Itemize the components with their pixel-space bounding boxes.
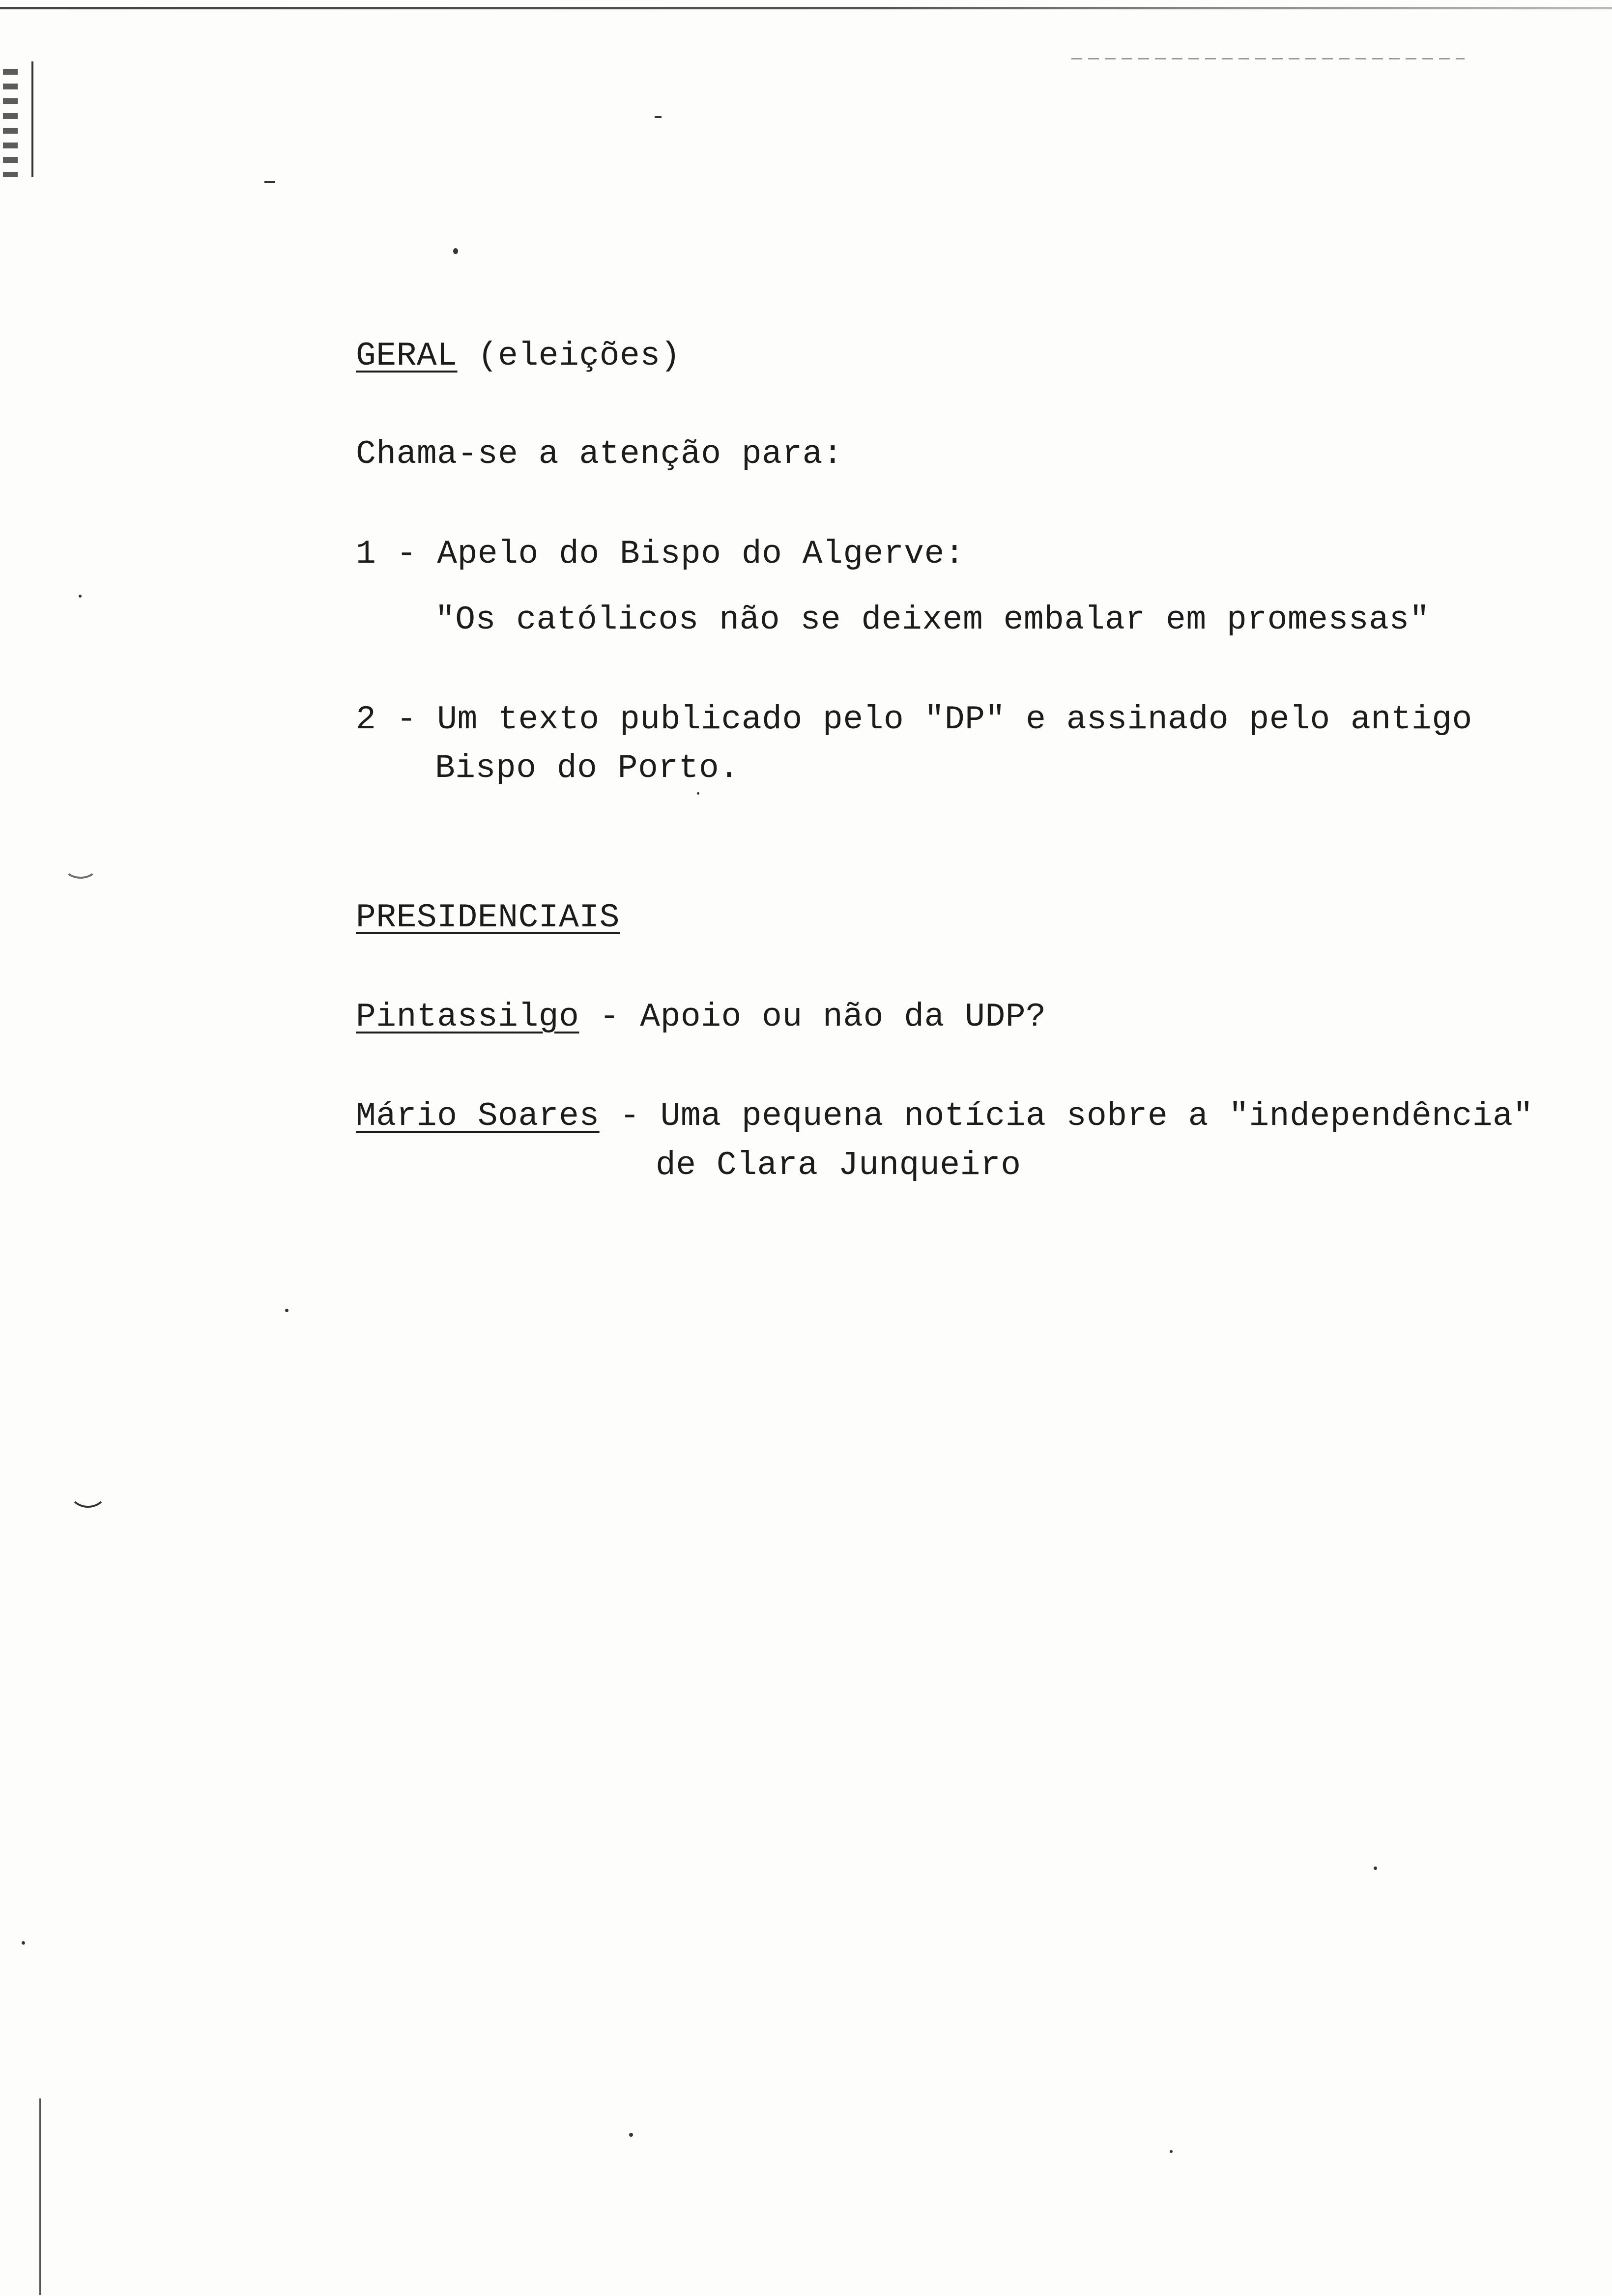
scan-speck bbox=[697, 792, 699, 795]
geral-subtitle: (eleições) bbox=[477, 337, 681, 375]
entry-1-name: Pintassilgo bbox=[356, 998, 579, 1036]
entry-2-name: Mário Soares bbox=[356, 1097, 600, 1135]
scan-speck bbox=[22, 1941, 25, 1945]
presidenciais-title: PRESIDENCIAIS bbox=[356, 899, 620, 937]
margin-stamp-mark bbox=[3, 69, 18, 177]
presidenciais-entry-2-line-2: de Clara Junqueiro bbox=[656, 1147, 1021, 1184]
top-rule bbox=[0, 7, 1612, 9]
geral-intro: Chama-se a atenção para: bbox=[356, 435, 843, 473]
presidenciais-entry-1 bbox=[356, 998, 1046, 1037]
scan-speck bbox=[453, 248, 458, 254]
presidenciais-entry-2 bbox=[356, 1097, 1533, 1136]
presidenciais-heading bbox=[356, 898, 620, 938]
left-edge-mark bbox=[31, 61, 33, 177]
scan-speck bbox=[1170, 2150, 1173, 2153]
scan-curve-mark bbox=[69, 1474, 107, 1508]
scan-speck bbox=[1374, 1866, 1377, 1870]
geral-title: GERAL bbox=[356, 337, 458, 375]
top-dotted-rule bbox=[1071, 58, 1465, 59]
entry-1-text: - Apoio ou não da UDP? bbox=[579, 998, 1046, 1036]
geral-heading bbox=[356, 337, 681, 376]
left-edge-mark-bottom bbox=[39, 2098, 41, 2295]
geral-item-2-line-2: Bispo do Porto. bbox=[435, 749, 740, 787]
scan-speck bbox=[285, 1309, 288, 1312]
scan-dash bbox=[264, 181, 275, 183]
scan-dash bbox=[655, 116, 662, 118]
scan-speck bbox=[79, 595, 82, 598]
geral-item-1-quote: "Os católicos não se deixem embalar em promessas" bbox=[435, 601, 1430, 639]
scan-curve-mark bbox=[64, 855, 97, 879]
scan-speck bbox=[629, 2133, 633, 2137]
geral-item-1-label: 1 - Apelo do Bispo do Algerve: bbox=[356, 535, 965, 573]
geral-item-2-line-1: 2 - Um texto publicado pelo "DP" e assinado pelo antigo bbox=[356, 701, 1472, 739]
entry-2-text: - Uma pequena notícia sobre a "independência" bbox=[599, 1097, 1533, 1135]
